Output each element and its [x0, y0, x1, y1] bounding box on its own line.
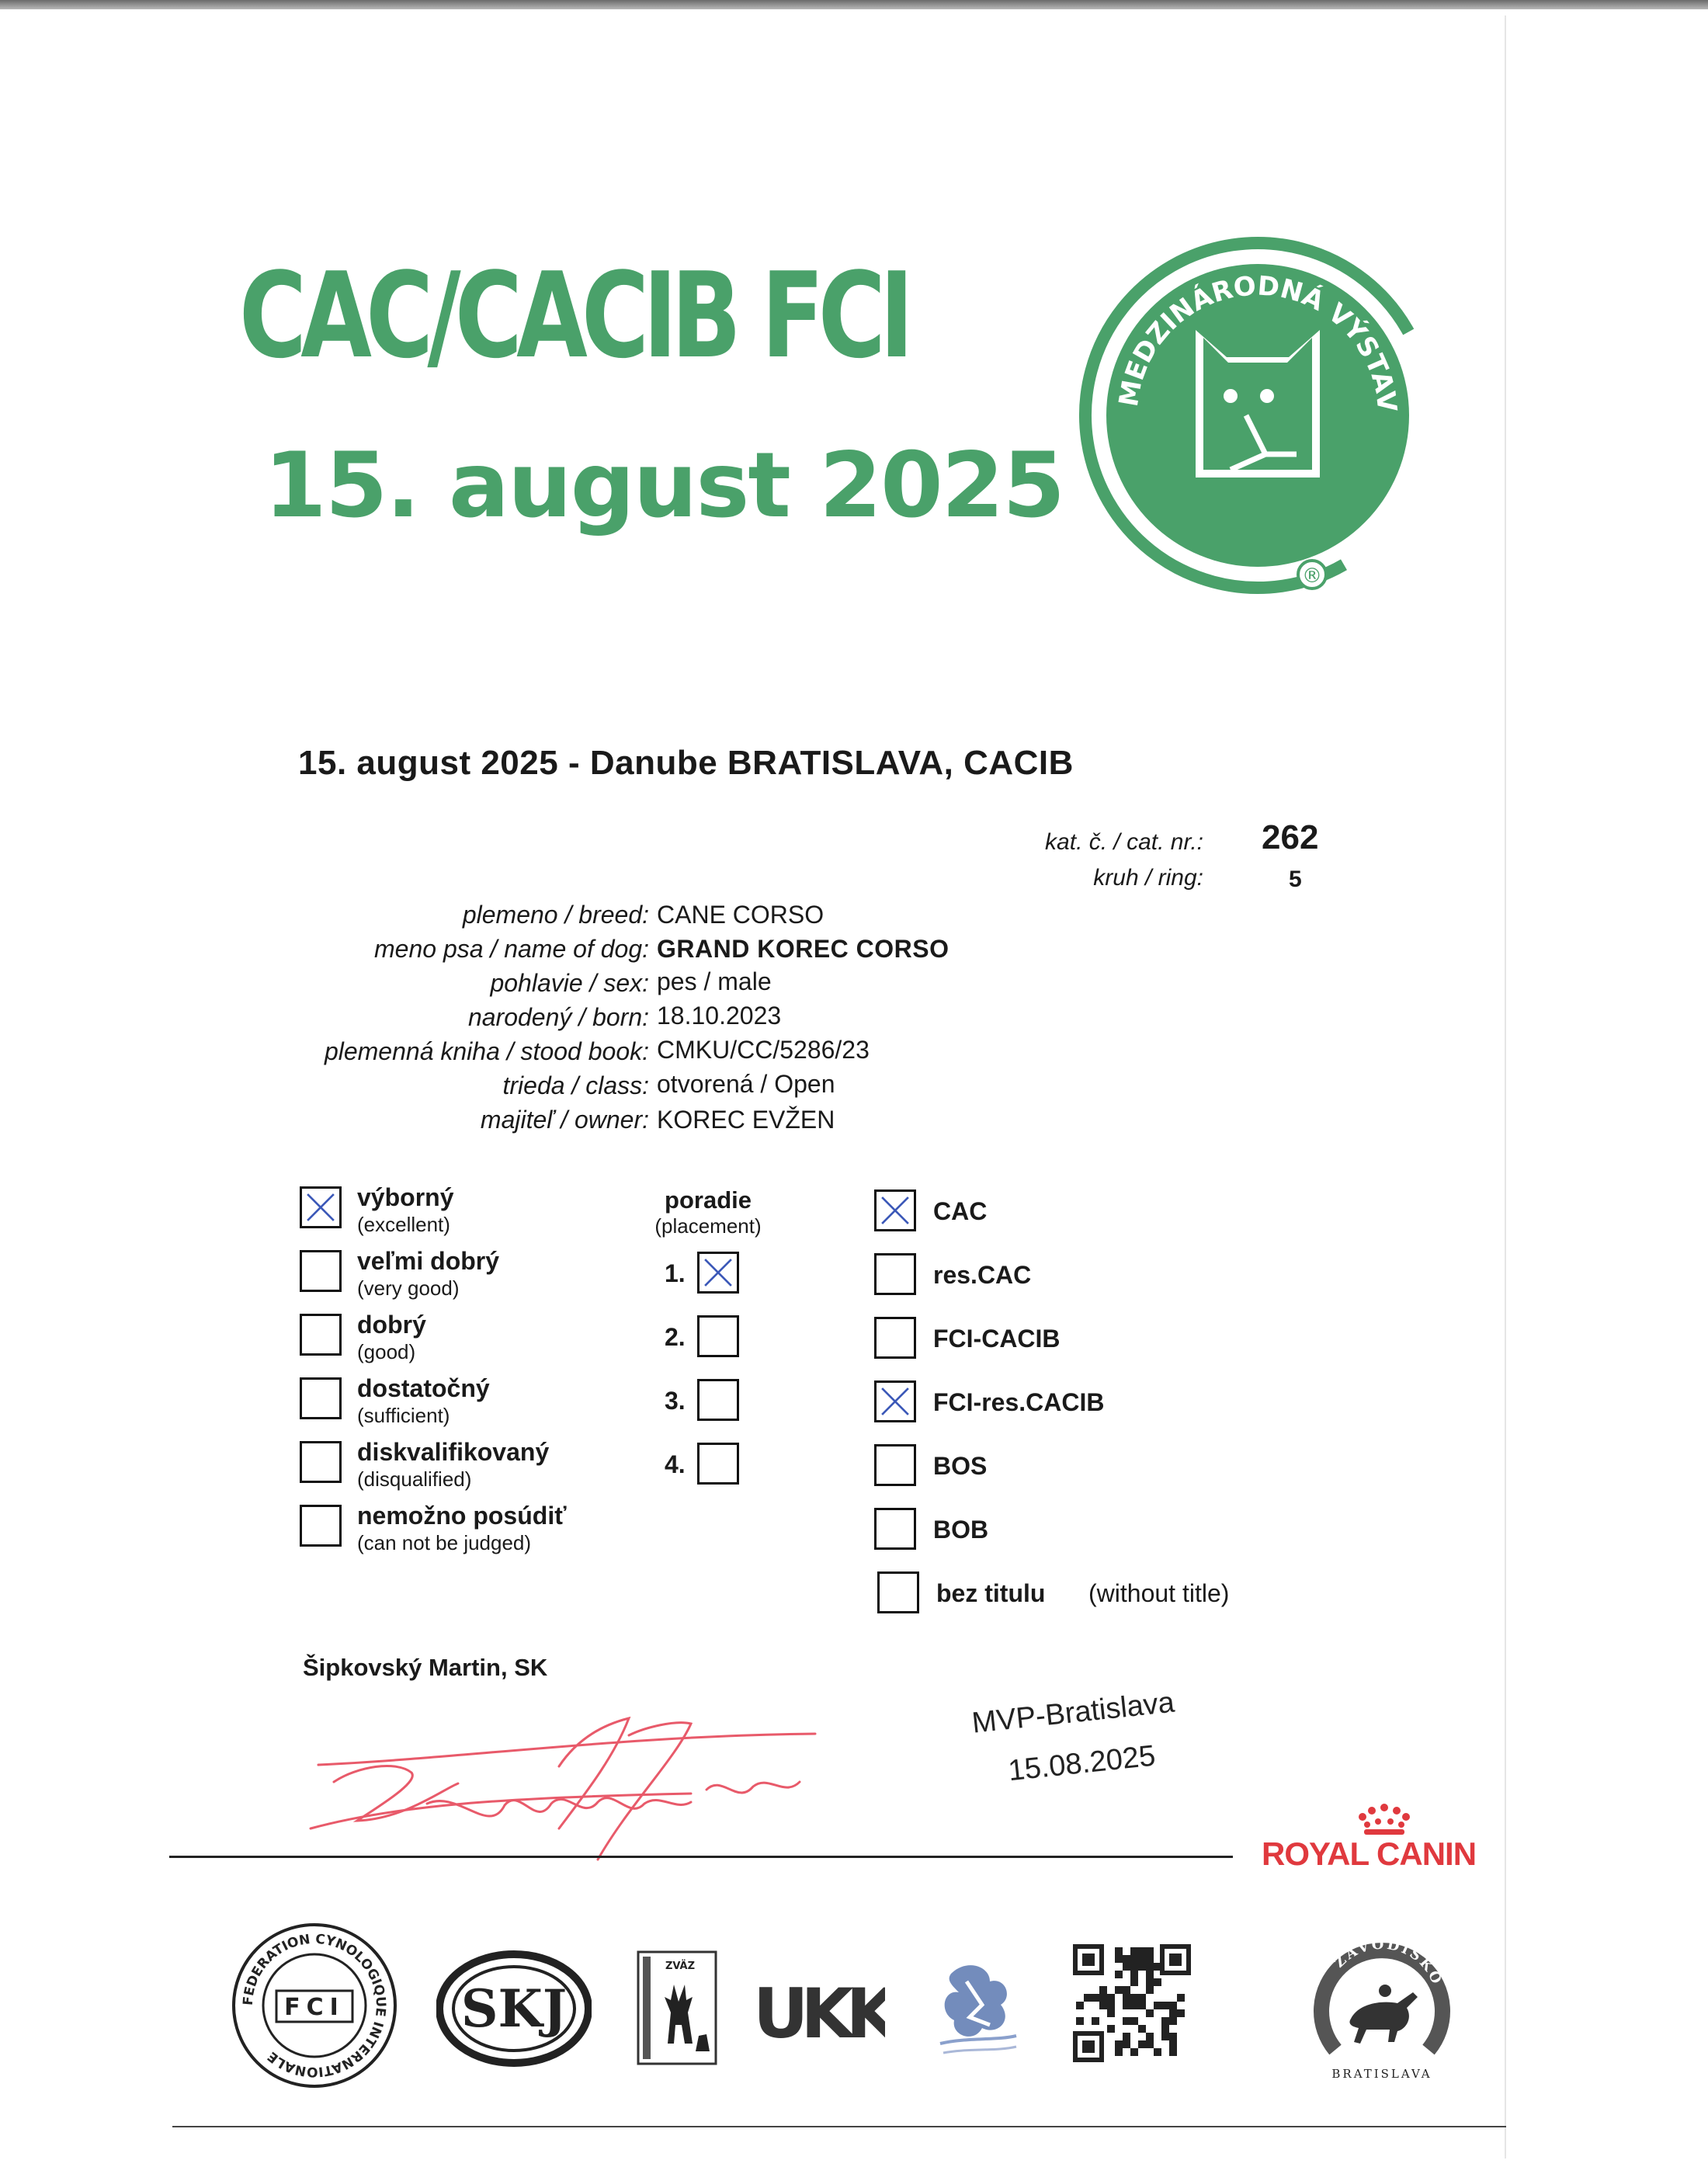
breed-value: CANE CORSO [657, 901, 824, 929]
fci-ring-text: FEDERATION CYNOLOGIQUE INTERNATIONALE [240, 1931, 389, 2080]
check-cross-icon [877, 1192, 914, 1229]
event-sponsor-logo [936, 1950, 1021, 2067]
royal-canin-logo [1262, 1801, 1494, 1879]
placement-number: 3. [665, 1387, 686, 1415]
catalog-number-label: kat. č. / cat. nr.: [1045, 829, 1203, 855]
grade-5-checkbox[interactable] [300, 1505, 342, 1547]
placement-number: 4. [665, 1450, 686, 1478]
qr-code-icon [1070, 1941, 1194, 2065]
ski-logo [436, 1950, 592, 2067]
zavodisko-text: ZÁVODISKO [1331, 1936, 1446, 1988]
date-stamp [963, 1683, 1222, 1825]
page-right-edge [1505, 16, 1506, 2158]
title-label: bez titulu [936, 1579, 1046, 1607]
title-3-checkbox[interactable] [874, 1380, 916, 1422]
owner-label: majiteľ / owner: [480, 1106, 649, 1134]
stamp-line-2: 15.08.2025 [1006, 1739, 1158, 1788]
title-4-checkbox[interactable] [874, 1444, 916, 1486]
bratislava-text: BRATISLAVA [1331, 2067, 1432, 2081]
studbook-label: plemenná kniha / stood book: [324, 1037, 649, 1065]
zavodisko-logo [1304, 1926, 1460, 2081]
check-cross-icon [302, 1189, 339, 1226]
show-title: CAC/CACIB FCI [239, 247, 908, 384]
signature-divider [169, 1856, 1233, 1858]
title-label: BOB [933, 1516, 989, 1544]
studbook-value: CMKU/CC/5286/23 [657, 1036, 870, 1064]
title-label: res.CAC [933, 1261, 1032, 1289]
check-cross-icon [877, 1383, 914, 1420]
grade-sublabel: (good) [357, 1340, 416, 1363]
judge-name: Šipkovský Martin, SK [303, 1654, 548, 1681]
grade-3-checkbox[interactable] [300, 1377, 342, 1419]
emblem-ring-text: MEDZINÁRODNÁ VÝSTAV [1113, 270, 1403, 412]
grade-sublabel: (can not be judged) [357, 1531, 532, 1554]
grade-label: výborný [357, 1183, 454, 1211]
born-value: 18.10.2023 [657, 1002, 782, 1030]
fci-text: FCI [284, 1994, 345, 2021]
placement-title: poradie [665, 1186, 752, 1214]
ring-number: 5 [1289, 866, 1302, 892]
grade-label: dostatočný [357, 1374, 490, 1402]
check-cross-icon [700, 1254, 737, 1291]
ukk-text: UKK [753, 1974, 885, 2050]
placement-0-checkbox[interactable] [697, 1252, 739, 1294]
placement-3-checkbox[interactable] [697, 1443, 739, 1485]
placement-number: 2. [665, 1323, 686, 1351]
grade-label: dobrý [357, 1311, 426, 1339]
grade-sublabel: (very good) [357, 1276, 460, 1300]
sex-label: pohlavie / sex: [490, 969, 649, 997]
judge-signature [303, 1712, 831, 1867]
event-subtitle: 15. august 2025 - Danube BRATISLAVA, CACIB [298, 744, 1074, 782]
breed-label: plemeno / breed: [462, 901, 649, 929]
grade-4-checkbox[interactable] [300, 1441, 342, 1483]
title-2-checkbox[interactable] [874, 1317, 916, 1359]
born-label: narodený / born: [467, 1003, 649, 1031]
zvaz-logo [637, 1950, 717, 2065]
bottom-divider [172, 2126, 1506, 2127]
dog-name-value: GRAND KOREC CORSO [657, 935, 949, 963]
stamp-line-1: MVP-Bratislava [970, 1686, 1176, 1740]
svg-text:ZÁVODISKO [1331, 1936, 1446, 1988]
grade-0-checkbox[interactable] [300, 1186, 342, 1228]
owner-value: KOREC EVŽEN [657, 1106, 835, 1134]
ski-text: SKJ [460, 1978, 568, 2039]
catalog-number: 262 [1262, 818, 1319, 856]
title-1-checkbox[interactable] [874, 1253, 916, 1295]
ring-label: kruh / ring: [1093, 865, 1203, 891]
grade-1-checkbox[interactable] [300, 1250, 342, 1292]
registered-mark: ® [1302, 564, 1322, 588]
title-label-suffix: (without title) [1088, 1579, 1230, 1607]
placement-2-checkbox[interactable] [697, 1379, 739, 1421]
scan-top-edge [0, 0, 1708, 9]
title-label: CAC [933, 1197, 988, 1225]
grade-sublabel: (sufficient) [357, 1404, 450, 1427]
grade-label: nemožno posúdiť [357, 1502, 567, 1530]
placement-subtitle: (placement) [654, 1214, 762, 1238]
royal-canin-text: ROYAL CANIN [1262, 1835, 1477, 1872]
class-label: trieda / class: [502, 1071, 649, 1099]
title-6-checkbox[interactable] [877, 1571, 919, 1613]
placement-1-checkbox[interactable] [697, 1315, 739, 1357]
ukk-logo [753, 1972, 885, 2050]
title-5-checkbox[interactable] [874, 1508, 916, 1550]
class-value: otvorená / Open [657, 1070, 835, 1098]
grade-label: veľmi dobrý [357, 1247, 500, 1275]
grade-sublabel: (excellent) [357, 1213, 450, 1236]
fci-logo [231, 1922, 397, 2089]
show-emblem-logo [1064, 221, 1452, 609]
grade-2-checkbox[interactable] [300, 1314, 342, 1356]
show-date: 15. august 2025 [264, 433, 1064, 538]
crown-icon [1355, 1801, 1414, 1837]
placement-number: 1. [665, 1259, 686, 1287]
title-label: FCI-res.CACIB [933, 1388, 1105, 1416]
dog-name-label: meno psa / name of dog: [374, 935, 649, 963]
sex-value: pes / male [657, 967, 772, 995]
title-label: BOS [933, 1452, 988, 1480]
grade-sublabel: (disqualified) [357, 1467, 472, 1491]
grade-label: diskvalifikovaný [357, 1438, 550, 1466]
title-label: FCI-CACIB [933, 1325, 1061, 1353]
title-0-checkbox[interactable] [874, 1189, 916, 1231]
zvaz-text: ZVÄZ [665, 1960, 696, 1972]
